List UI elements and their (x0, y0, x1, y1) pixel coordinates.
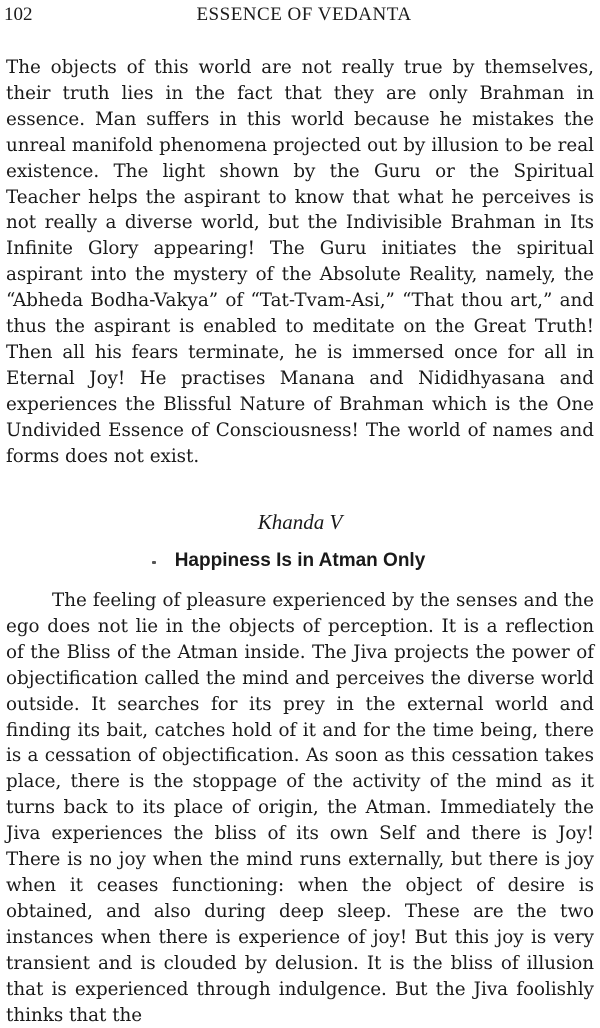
page-number: 102 (4, 4, 33, 25)
book-title: ESSENCE OF VEDANTA (196, 4, 412, 25)
intro-paragraph: The objects of this world are not really true by themselves, their truth lies in the fact that they are only Brahman in essence. Man suffers in this world because he mistakes the unreal manifold phenomena projected out by illusion to be real existence. The light shown by the Guru or the Spiritual Teacher helps the aspirant to know that what he perceives is not really a diverse world, but the Indivisible Brahman in Its Infinite Glory appearing! The Guru initiates the spiritual aspirant into the mystery of the Absolute Reality, namely, the “Abheda Bodha-Vakya” of “Tat-Tvam-Asi,” “That thou art,” and thus the aspirant is enabled to meditate on the Great Truth! Then all his fears terminate, he is immersed once for all in Eternal Joy! He practises Manana and Nididhyasana and experiences the Blissful Nature of Brahman which is the One Undivided Essence of Consciousness! The world of names and forms does not exist. (6, 57, 594, 467)
section-paragraph: The feeling of pleasure experienced by the senses and the ego does not lie in the objects of perception. It is a reflection of the Bliss of the Atman inside. The Jiva projects the power of objectification called the mind and perceives the diverse world outside. It searches for its prey in the external world and finding its bait, catches hold of it and for the time being, there is a cessation of objectification. As soon as this cessation takes place, there is the stoppage of the activity of the mind as it turns back to its place of origin, the Atman. Immediately the Jiva experiences the bliss of its own Self and there is Joy! There is no joy when the mind runs externally, but there is joy when it ceases functioning: when the object of desire is obtained, and also during deep sleep. These are the two instances when there is experience of joy! But this joy is very transient and is clouded by delusion. It is the bliss of illusion that is experienced through indulgence. But the Jiva foolishly thinks that the (6, 590, 594, 1026)
khanda-label: Khanda V (257, 510, 343, 534)
section-heading: Happiness Is in Atman Only (174, 550, 426, 571)
running-head (4, 2, 596, 28)
